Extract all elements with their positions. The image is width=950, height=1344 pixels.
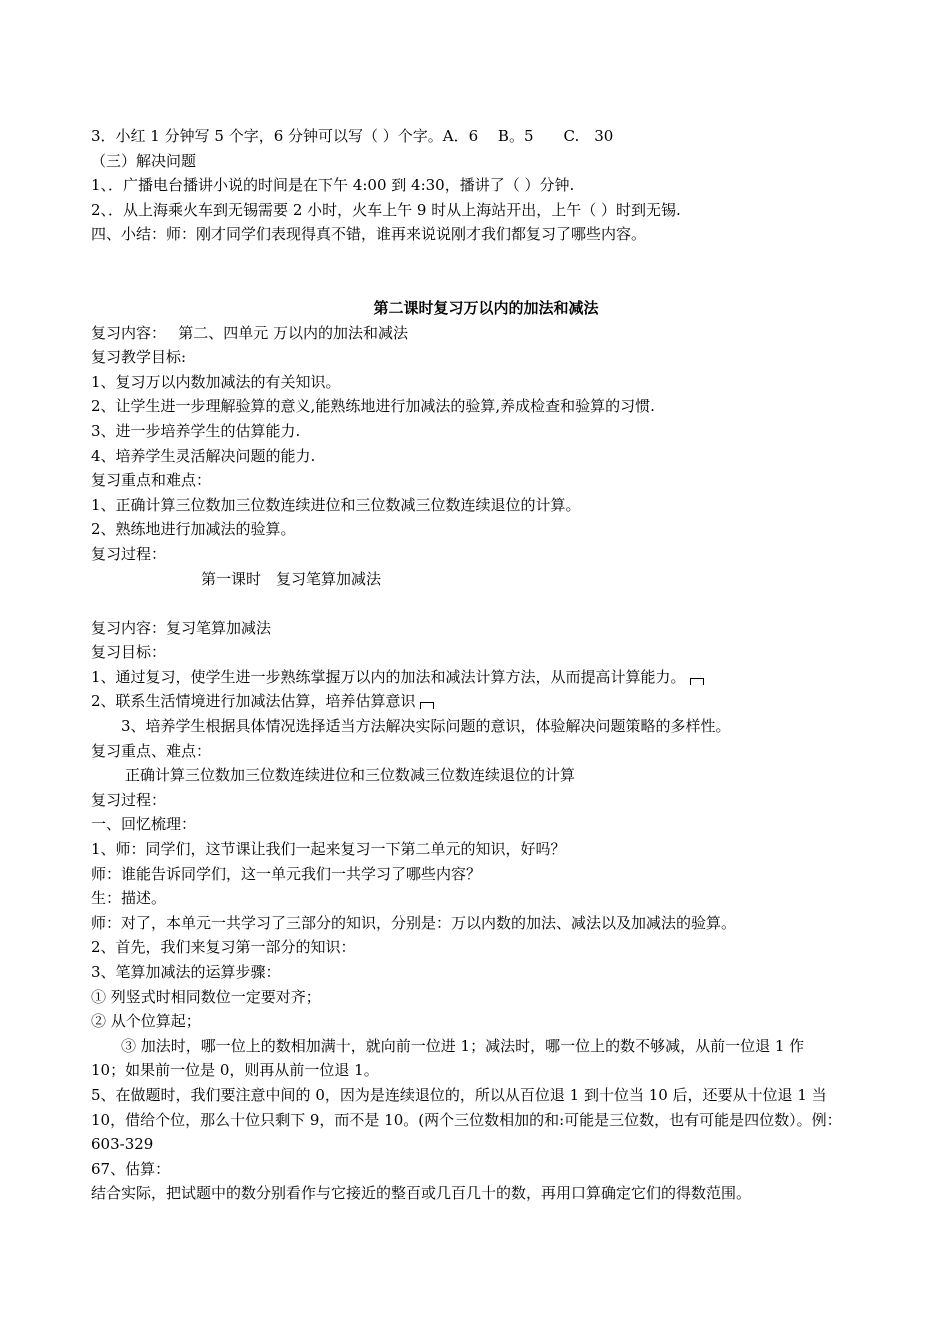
estimation-heading: 67、估算： [91, 1159, 171, 1178]
goal-item-3: 3、进一步培养学生的估算能力. [91, 421, 301, 440]
rule-1-line: ① 列竖式时相同数位一定要对齐； [91, 987, 321, 1006]
note-5-continued: 10，借给个位，那么十位只剩下 9，而不是 10。(两个三位数相加的和:可能是三位数，也有可能是四位数）。例： [91, 1110, 842, 1129]
dialog-line-2: 师：谁能告诉同学们，这一单元我们一共学习了哪些内容？ [91, 864, 482, 883]
section-heading-problem-solving: （三）解决问题 [91, 151, 197, 170]
dialog-line-4: 师：对了，本单元一共学习了三部分的知识，分别是：万以内数的加法、减法以及加减法的验算。 [91, 913, 737, 932]
process-heading: 复习过程： [91, 544, 167, 563]
rule-2-line: ② 从个位算起； [91, 1012, 201, 1031]
review-goal-3: 3、培养学生根据具体情况选择适当方法解决实际问题的意识，体验解决问题策略的多样性。 [121, 717, 731, 736]
document-page [91, 124, 881, 1206]
step-3-line: 3、笔算加减法的运算步骤： [91, 963, 281, 981]
review-goal-1 [91, 665, 881, 690]
goal-item-2: 2、让学生进一步理解验算的意义,能熟练地进行加减法的验算,养成检查和验算的习惯. [91, 397, 655, 416]
key-point-2: 2、熟练地进行加减法的验算。 [91, 520, 296, 539]
problem-1-line: 1、．广播电台播讲小说的时间是在下午 4:00 到 4:30，播讲了（ ）分钟. [91, 176, 575, 195]
dialog-line-3: 生：描述。 [91, 889, 167, 908]
review-content-line: 复习内容： 第二、四单元 万以内的加法和减法 [91, 323, 409, 342]
summary-line: 四、小结：师：刚才同学们表现得真不错，谁再来说说刚才我们都复习了哪些内容。 [91, 225, 647, 244]
estimation-text: 结合实际，把试题中的数分别看作与它接近的整百或几百几十的数，再用口算确定它们的得数范围。 [91, 1184, 752, 1203]
review-content-line-2: 复习内容：复习笔算加减法 [91, 618, 272, 637]
teaching-goals-heading: 复习教学目标: [91, 348, 187, 367]
note-5-line: 5、在做题时，我们要注意中间的 0，因为是连续退位的，所以从百位退 1 到十位当 10 后，还要从十位退 1 当 [91, 1085, 827, 1104]
spacer [91, 247, 881, 296]
process-heading-2: 复习过程： [91, 790, 167, 809]
lesson-title: 第二课时复习万以内的加法和减法 [373, 298, 599, 317]
example-expression: 603-329 [91, 1135, 154, 1154]
key-difficulty-heading: 复习重点、难点： [91, 741, 212, 760]
review-goals-heading: 复习目标： [91, 643, 167, 662]
review-goal-1-text: 1、通过复习，使学生进一步熟练掌握万以内的加法和减法计算方法，从而提高计算能力。 [91, 667, 686, 686]
edit-mark-icon [420, 702, 434, 709]
spacer [91, 591, 881, 616]
edit-mark-icon [690, 678, 704, 685]
review-goal-2 [91, 689, 881, 714]
goal-item-4: 4、培养学生灵活解决问题的能力. [91, 446, 316, 465]
review-goal-2-text: 2、联系生活情境进行加减法估算，培养估算意识 [91, 692, 416, 711]
rule-3-line: ③ 加法时，哪一位上的数相加满十，就向前一位进 1；减法时，哪一位上的数不够减，从前一位退 1 作 [121, 1036, 805, 1055]
step-2-line: 2、首先，我们来复习第一部分的知识： [91, 938, 356, 957]
key-point-1: 1、正确计算三位数加三位数连续进位和三位数减三位数连续退位的计算。 [91, 495, 581, 514]
goal-item-1: 1、复习万以内数加减法的有关知识。 [91, 372, 341, 391]
dialog-line-1: 1、师：同学们，这节课让我们一起来复习一下第二单元的知识，好吗？ [91, 840, 566, 859]
question-3-line: 3．小红 1 分钟写 5 个字，6 分钟可以写（ ）个字。A．6 B。5 C. 30 [91, 127, 614, 145]
rule-3-continued: 10；如果前一位是 0，则再从前一位退 1。 [91, 1061, 379, 1080]
sub-lesson-title: 第一课时 复习笔算加减法 [201, 569, 382, 588]
key-points-heading: 复习重点和难点： [91, 471, 212, 490]
problem-2-line: 2、．从上海乘火车到无锡需要 2 小时，火车上午 9 时从上海站开出，上午（ ）时到无锡. [91, 200, 681, 219]
recall-heading: 一、回忆梳理： [91, 815, 197, 834]
key-difficulty-text: 正确计算三位数加三位数连续进位和三位数减三位数连续退位的计算 [125, 766, 576, 785]
